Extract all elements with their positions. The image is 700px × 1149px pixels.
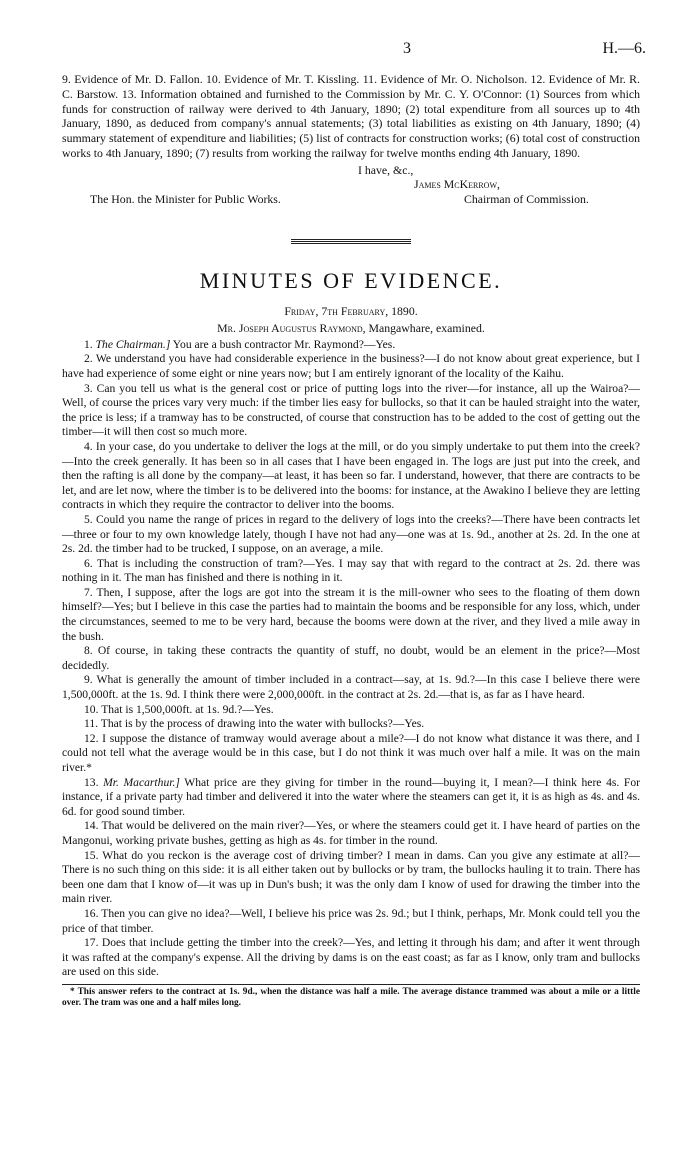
question-answer — [62, 513, 640, 557]
question-number: 17. — [84, 936, 99, 950]
question-text: Does that include getting the timber into the creek?—Yes, and letting it through his dam; and after it went through it was rafted at the company's expense. All the driving by dams is on the east coast; as far as I know, only tram and bullocks are used on this side. — [62, 936, 640, 979]
speaker-name: Mr. Macarthur.] — [103, 775, 180, 789]
question-text: What price are they giving for timber in the round—buying it, I mean?—I think here 4s. For instance, if a private party had timber and delivered it into the water where the steamers can get it, it is as high as 4s. and 4s. 6d. for good sound timber. — [62, 775, 640, 818]
question-number: 10. — [84, 702, 99, 716]
question-text: That would be delivered on the main river?—Yes, or where the steamers could get it. I have heard of parties on the Mangonui, working private bushes, getting as high as 4s. for timber in the round. — [62, 819, 640, 847]
signatory-title: Chairman of Commission. — [464, 191, 589, 206]
question-number: 1. — [84, 337, 93, 351]
closing-line: I have, &c., — [358, 162, 414, 177]
question-answer — [62, 849, 640, 907]
intro-paragraph: 9. Evidence of Mr. D. Fallon. 10. Evidence of Mr. T. Kissling. 11. Evidence of Mr. O. Nicholson. 12. Evidence of Mr. R. C. Barstow. 13. Information obtained and furnished to the Commission by Mr. C. Y. O'Connor: (1) Sources from which funds for construction of railway were derived to 4th January, 1890; (2) total expenditure from all sources up to 4th January, 1890, as deduced from company's annual statements; (3) total liabilities as existing on 4th January, 1890; (4) summary statement of expenditure and liabilities; (5) list of contracts for construction works; (6) total cost of construction works to 4th January, 1890; (7) results from working the railway for twelve months ending 4th January, 1890. — [62, 72, 640, 160]
question-number: 5. — [84, 512, 93, 526]
question-answer — [62, 717, 640, 732]
question-number: 15. — [84, 848, 99, 862]
question-answer — [62, 936, 640, 980]
question-number: 13. — [84, 775, 99, 789]
question-text: We understand you have had considerable experience in the business?—I do not know about great experience, but I have had experience of some eight or nine years now; but I am entirely ignorant of the locality of the Kaihu. — [62, 352, 640, 380]
question-answer — [62, 382, 640, 440]
question-number: 2. — [84, 352, 93, 366]
question-text: In your case, do you undertake to deliver the logs at the mill, or do you simply undertake to put them into the creek?—Into the creek generally. It has been so in all cases that I have been engaged in. The logs are just put into the creek, and then the rafting is all done by the company—at least, it has been so far. I understand, however, that there are contracts to be let, and are let now, where the timber is to be delivered into the booms: for instance, at the Awakino I believe they are letting contracts in which they require the contractor to deliver into the booms. — [62, 439, 641, 512]
question-number: 4. — [84, 439, 93, 453]
document-page — [62, 40, 646, 1009]
question-answer — [62, 673, 640, 702]
page-number: 3 — [403, 40, 411, 57]
section-divider — [291, 239, 411, 244]
question-number: 7. — [84, 585, 93, 599]
question-answer — [62, 644, 640, 673]
question-text: What is generally the amount of timber included in a contract—say, at 1s. 9d.?—In this case I believe there were 1,500,000ft. at the 1s. 9d. I think there were 2,000,000ft. in the contract at 2s. 2d.—that is, as far as I have heard. — [62, 673, 640, 702]
witness-description: Mangawhare, examined. — [365, 320, 485, 335]
question-text: That is 1,500,000ft. at 1s. 9d.?—Yes. — [101, 702, 274, 716]
question-text: Can you tell us what is the general cost or price of putting logs into the river—for instance, all up the Wairoa?—Well, of course the prices vary very much: if the timber lies easy for bullocks, so that it can be hauled straight into the water, the price is less; if a tramway has to be constructed, of course that construction has to be added to the cost of getting out the timber—it will then cost so much more. — [62, 381, 640, 439]
question-number: 6. — [84, 556, 93, 570]
question-answer — [62, 703, 640, 718]
question-number: 3. — [84, 381, 93, 395]
addressee: The Hon. the Minister for Public Works. — [90, 191, 281, 206]
question-answer — [62, 557, 640, 586]
question-text: Of course, in taking these contracts the quantity of stuff, no doubt, would be an element in the price?—Most decidedly. — [62, 644, 640, 672]
question-number: 16. — [84, 906, 99, 920]
question-text: Then you can give no idea?—Well, I believe his price was 2s. 9d.; but I think, perhaps, Mr. Monk could tell you the price of that timber. — [62, 906, 640, 935]
footnote-rule — [62, 984, 640, 985]
question-number: 8. — [84, 644, 93, 658]
question-answer — [62, 776, 640, 820]
question-number: 11. — [84, 717, 99, 731]
question-answer — [62, 440, 640, 513]
question-text: That is including the construction of tram?—Yes. I may say that with regard to the contract at 2s. 2d. there was nothing in it. The man has finished and there is nothing in it. — [62, 556, 640, 585]
session-date: Friday, 7th February, 1890. — [284, 303, 418, 318]
signature-block — [62, 161, 640, 207]
question-answer — [62, 338, 640, 353]
paper-reference: H.—6. — [602, 40, 646, 57]
question-number: 12. — [84, 731, 99, 745]
question-text: You are a bush contractor Mr. Raymond?—Yes. — [170, 337, 396, 351]
question-answer — [62, 732, 640, 776]
witness-name: Mr. Joseph Augustus Raymond, — [217, 320, 366, 335]
speaker-name: The Chairman.] — [95, 337, 171, 351]
question-text: Could you name the range of prices in regard to the delivery of logs into the creeks?—There have been contracts let—three or four to my own knowledge lately, though I have not had any—one was at 1s. 9d., another at 2s. 2d. In the one at 2s. 2d. the timber had to be trucked, I suppose, on an average, a mile. — [62, 512, 641, 556]
question-answer — [62, 352, 640, 381]
question-answer — [62, 907, 640, 936]
question-number: 9. — [84, 673, 93, 687]
page-header — [62, 40, 646, 62]
question-answer — [62, 586, 640, 644]
witness-line — [62, 321, 640, 336]
section-title: MINUTES OF EVIDENCE. — [199, 267, 503, 293]
question-text: What do you reckon is the average cost of driving timber? I mean in dams. Can you give any estimate at all?—There is no such thing on this side: it is all either taken out by bullocks or by tram, the bullocks hauling it to train. There has been one dam that I know of—it was up in Dun's bush; it was the only dam I know of used for drawing the timber into the main river. — [62, 848, 640, 906]
footnote: * This answer refers to the contract at 1s. 9d., when the distance was half a mile. The average distance trammed was about a mile or a little over. The tram was one and a half miles long. — [62, 986, 640, 1008]
question-text: Then, I suppose, after the logs are got into the stream it is the mill-owner who sees to the floating of them down himself?—Yes; but I believe in this case the parties had to maintain the booms and be responsible for any loss, which, under the circumstances, seemed to me to be very hard, because the booms were down at the river, and they lived a mile away in the bush. — [62, 585, 640, 643]
evidence-body — [62, 338, 640, 980]
question-answer — [62, 819, 640, 848]
question-number: 14. — [84, 819, 99, 833]
question-text: I suppose the distance of tramway would average about a mile?—I do not know what distance it was there, and I could not tell what the average would be in this case, but I do not think it was much over half a mile. It was on the main river.* — [62, 731, 640, 774]
question-text: That is by the process of drawing into the water with bullocks?—Yes. — [100, 717, 425, 731]
signatory-name: James McKerrow, — [414, 176, 500, 191]
